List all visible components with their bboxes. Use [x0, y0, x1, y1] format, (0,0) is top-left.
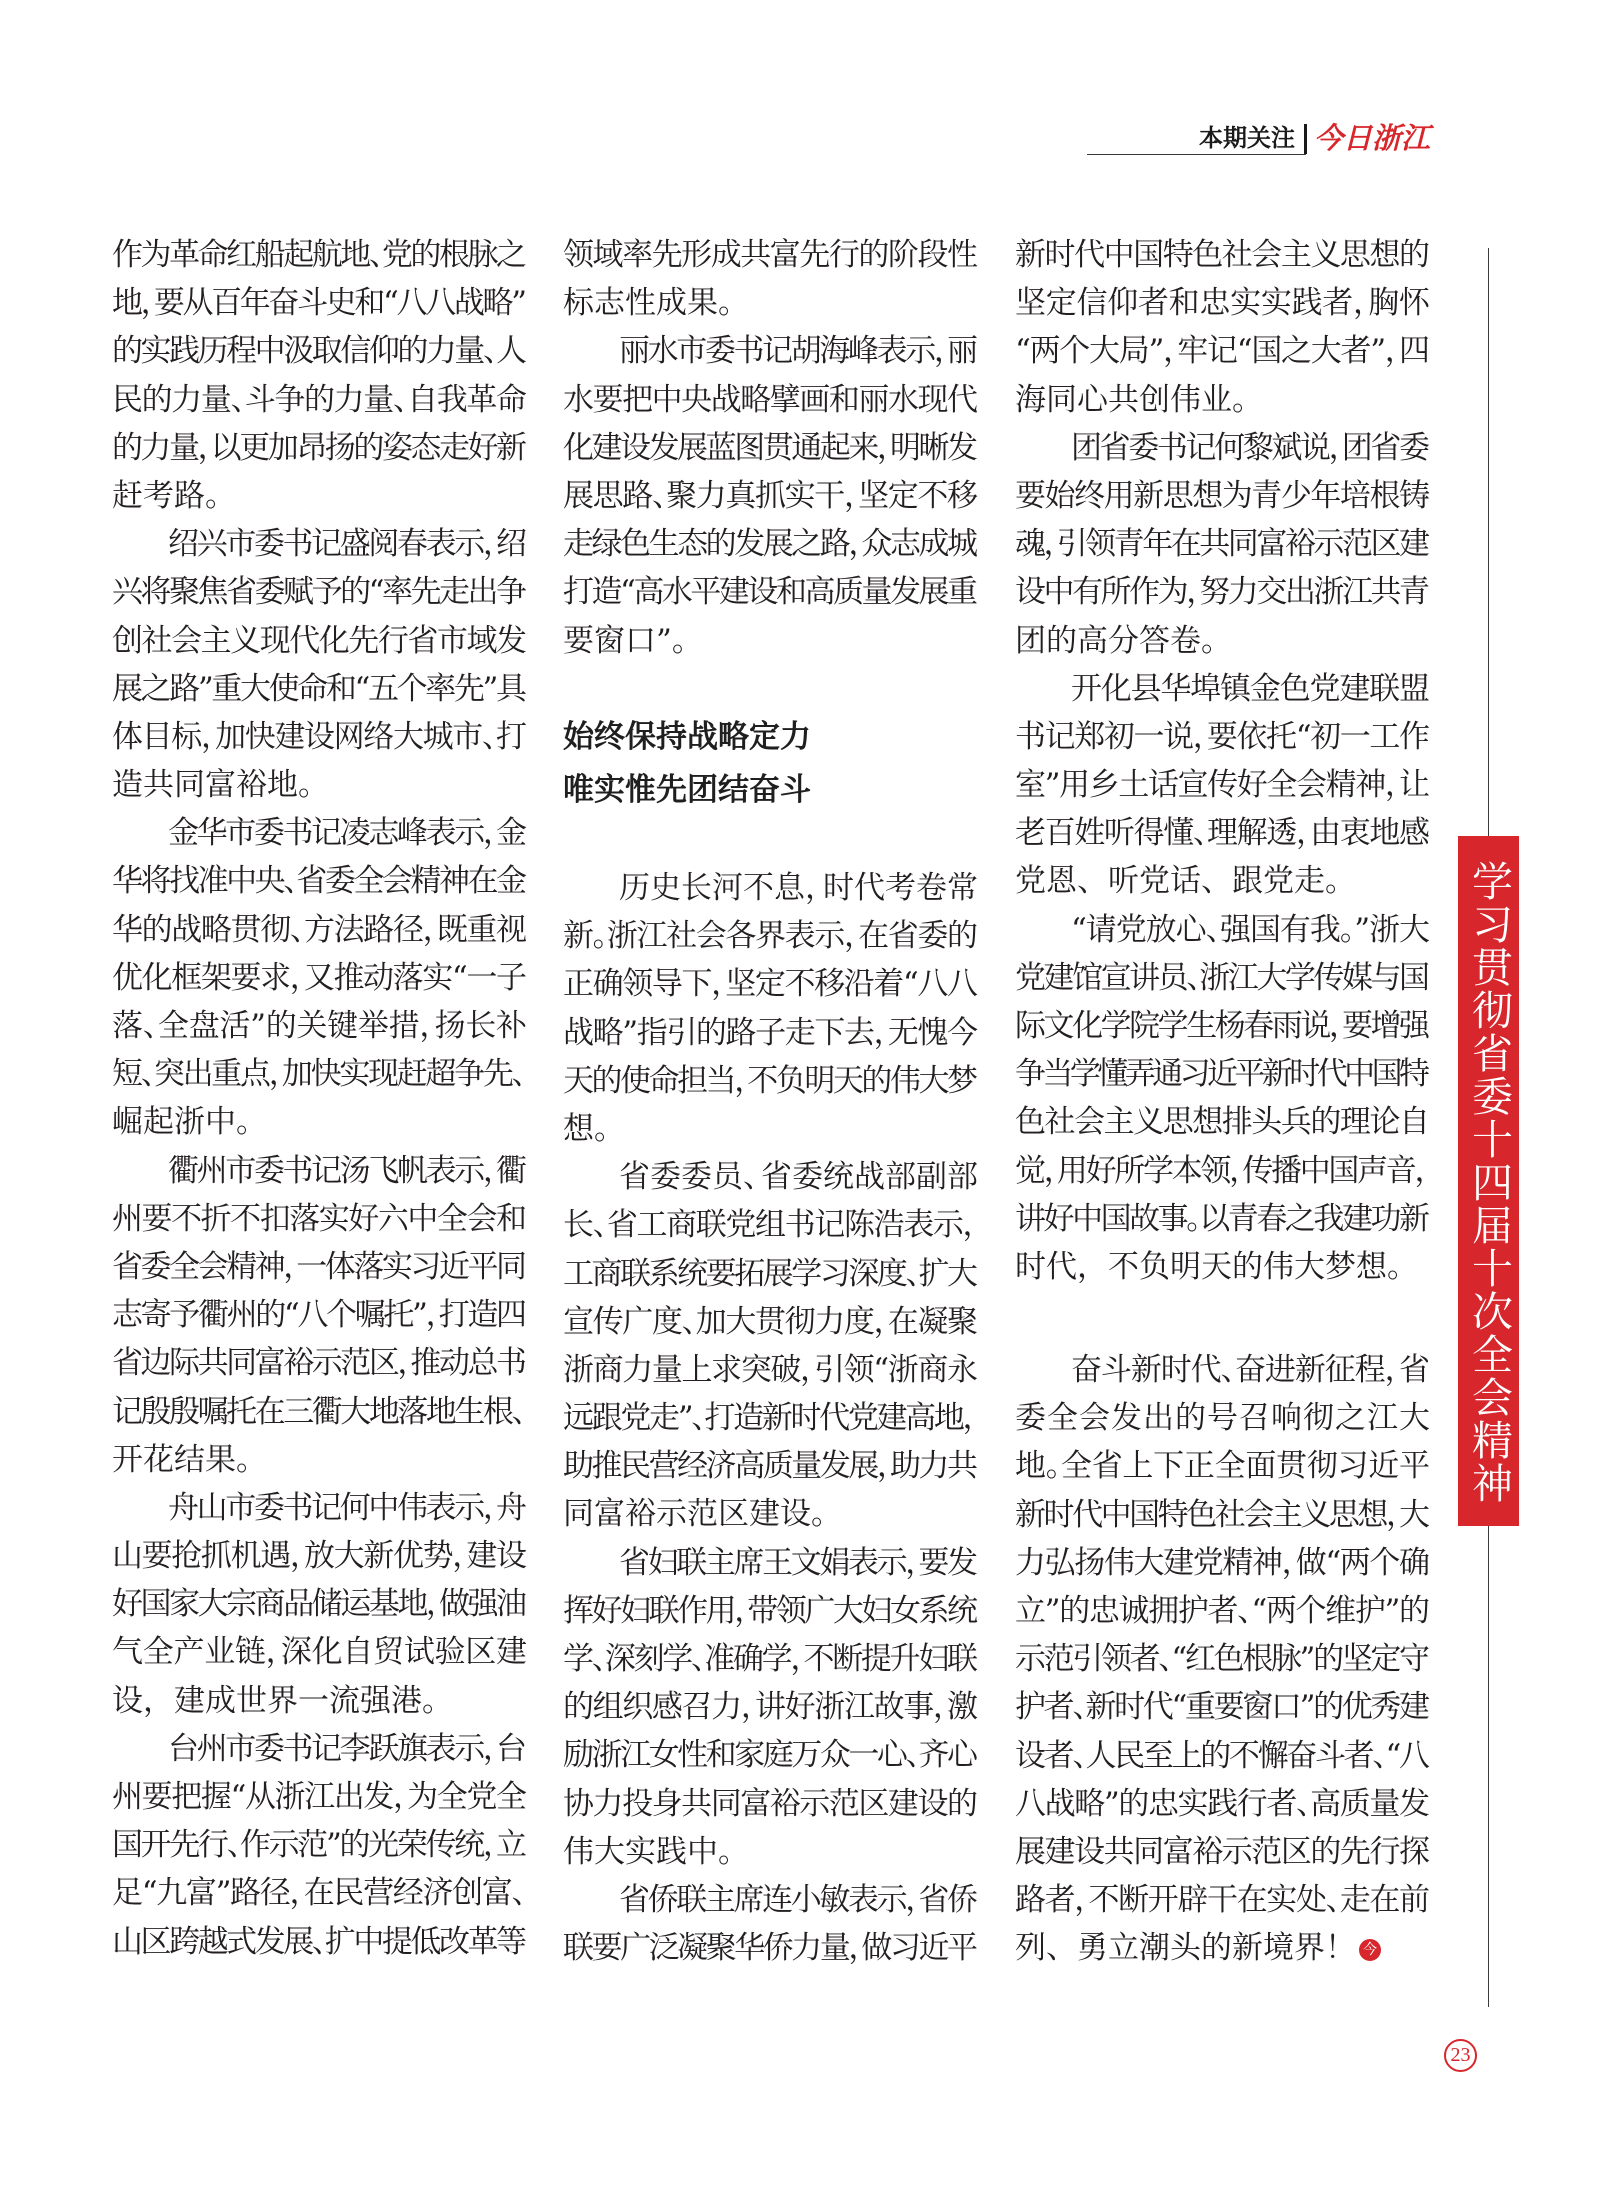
line-text: 魂，引领青年在共同富裕示范区建: [1015, 526, 1428, 563]
text-line: [112, 713, 527, 761]
text-line: [563, 1828, 978, 1876]
line-text: 山要抢抓机遇，放大新优势，建设: [112, 1538, 526, 1575]
text-line: [563, 1490, 978, 1538]
line-text: 标志性成果。: [563, 285, 749, 322]
line-text: 省委委员、省委统战部副部: [619, 1159, 978, 1196]
line-text: 的组织感召力，讲好浙江故事，激: [563, 1689, 977, 1726]
text-line: [1015, 1828, 1430, 1876]
paragraph: [112, 1725, 527, 1966]
line-text: 华将找准中央、省委全会精神在金: [112, 863, 525, 900]
text-line: [1015, 1924, 1430, 1972]
text-line: [112, 1628, 527, 1676]
line-text: 海同心共创伟业。: [1015, 381, 1263, 418]
text-line: [112, 665, 527, 713]
text-line: [563, 864, 978, 912]
line-text: 天的使命担当，不负明天的伟大梦: [563, 1062, 976, 1099]
text-line: [112, 906, 527, 954]
line-text: 设中有所作为，努力交出浙江共青: [1015, 574, 1428, 611]
line-text: 设者、人民至上的不懈奋斗者、“八: [1015, 1737, 1428, 1774]
line-text: 气全产业链，深化自贸试验区建: [112, 1634, 527, 1671]
line-text: 伟大实践中。: [563, 1833, 749, 1870]
header-rule: [1087, 154, 1306, 155]
line-text: 崛起浙中。: [112, 1104, 267, 1141]
text-line: [563, 376, 978, 424]
text-line: [1015, 1002, 1430, 1050]
line-text: 八战略”的忠实践行者、高质量发: [1015, 1785, 1429, 1822]
line-text: 华的战略贯彻、方法路径，既重视: [112, 911, 526, 948]
text-line: [1015, 906, 1430, 954]
text-line: [112, 1821, 527, 1869]
line-text: 争当学懂弄通习近平新时代中国特: [1015, 1056, 1427, 1093]
line-text: 创社会主义现代化先行省市域发: [112, 622, 526, 659]
paragraph: [563, 231, 978, 327]
text-line: [112, 1773, 527, 1821]
text-line: [112, 520, 527, 568]
text-line: [563, 1876, 978, 1924]
text-line: [563, 1394, 978, 1442]
line-text: 展建设共同富裕示范区的先行探: [1015, 1833, 1429, 1870]
line-text: 造共同富裕地。: [112, 767, 329, 804]
line-text: 州要把握“从浙江出发，为全党全: [112, 1779, 526, 1815]
line-text: 力弘扬伟大建党精神，做“两个确: [1015, 1544, 1429, 1581]
line-text: 老百姓听得懂、理解透，由衷地感: [1015, 815, 1429, 852]
paragraph: [563, 1876, 978, 1972]
text-line: [1015, 665, 1430, 713]
line-text: 觉，用好所学本领，传播中国声音，: [1015, 1152, 1428, 1189]
text-line: [563, 231, 978, 279]
side-rule-top: [1488, 248, 1489, 836]
paragraph: [1015, 1346, 1430, 1972]
text-line: [112, 1532, 527, 1580]
text-line: [1015, 1587, 1430, 1635]
article-end-mark: 今: [1359, 1939, 1381, 1961]
text-line: [112, 1339, 527, 1387]
text-line: [1015, 279, 1430, 327]
text-line: [1015, 713, 1430, 761]
column-2-bottom: [563, 864, 978, 1972]
line-text: 长、省工商联党组书记陈浩表示，: [563, 1207, 977, 1244]
line-text: 兴将聚焦省委赋予的“率先走出争: [112, 574, 525, 611]
column-3-top: [1015, 231, 1430, 1291]
line-text: 联要广泛凝聚华侨力量，做习近平: [563, 1930, 976, 1967]
text-line: [1015, 1683, 1430, 1731]
text-line: [563, 1105, 978, 1153]
line-text: 色社会主义思想排头兵的理论自: [1015, 1104, 1429, 1141]
line-text: 助推民营经济高质量发展，助力共: [563, 1448, 976, 1485]
section-label: 本期关注: [1199, 125, 1295, 152]
line-text: 立”的忠诚拥护者、“两个维护”的: [1015, 1592, 1429, 1629]
line-text: 际文化学院学生杨春雨说，要增强: [1015, 1008, 1428, 1044]
paragraph: [112, 809, 527, 1146]
line-text: 路者，不断开辟干在实处、走在前: [1015, 1882, 1429, 1919]
line-text: 浙商力量上求突破，引领“浙商永: [563, 1351, 977, 1388]
text-line: [1015, 954, 1430, 1002]
line-text: 州要不折不扣落实好六中全会和: [112, 1200, 526, 1237]
line-text: 协力投身共同富裕示范区建设的: [563, 1785, 977, 1822]
text-line: [112, 1484, 527, 1532]
line-text: 坚定信仰者和忠实实践者，胸怀: [1015, 285, 1430, 322]
line-text: 走绿色生态的发展之路，众志成城: [563, 526, 976, 563]
magazine-logo: 今日浙江: [1314, 121, 1431, 155]
text-line: [1015, 327, 1430, 375]
text-line: [1015, 1098, 1430, 1146]
line-text: 丽水市委书记胡海峰表示，丽: [619, 333, 976, 370]
text-line: [563, 1683, 978, 1731]
line-text: 新时代中国特色社会主义思想的: [1015, 237, 1429, 273]
text-line: [112, 1002, 527, 1050]
line-text: 地，要从百年奋斗史和“八八战略”: [112, 285, 525, 322]
line-text: 的力量，以更加昂扬的姿态走好新: [112, 429, 525, 466]
line-text: 奋斗新时代、奋进新征程，省: [1071, 1352, 1429, 1388]
line-text: 作为革命红船起航地、党的根脉之: [112, 237, 525, 273]
line-text: 优化框架要求，又推动落实“一子: [112, 959, 526, 996]
line-text: “两个大局”，牢记“国之大者”，四: [1015, 333, 1429, 370]
text-line: [112, 376, 527, 424]
line-text: 衢州市委书记汤飞帆表示，衢: [168, 1152, 525, 1189]
line-text: 委全会发出的号召响彻之江大: [1015, 1400, 1431, 1437]
section-heading-line: 唯实惟先团结奋斗: [563, 772, 811, 807]
line-text: 团省委书记何黎斌说，团省委: [1071, 429, 1428, 466]
section-heading-line: 始终保持战略定力: [563, 719, 811, 754]
text-line: [563, 424, 978, 472]
text-line: [1015, 1732, 1430, 1780]
line-text: 室”用乡土话宣传好全会精神，让: [1015, 767, 1429, 804]
text-line: [112, 568, 527, 616]
line-text: 山区跨越式发展、扩中提低改革等: [112, 1923, 525, 1960]
text-line: [563, 912, 978, 960]
text-line: [563, 1924, 978, 1972]
column-3-bottom: [1015, 1346, 1430, 1972]
line-text: 绍兴市委书记盛阅春表示，绍: [168, 526, 525, 563]
text-line: [112, 1677, 527, 1725]
line-text: 讲好中国故事。以青春之我建功新: [1015, 1200, 1428, 1237]
line-text: 金华市委书记凌志峰表示，金: [168, 815, 525, 852]
line-text: 开化县华埠镇金色党建联盟: [1071, 670, 1429, 707]
text-line: [563, 1057, 978, 1105]
paragraph: [112, 1147, 527, 1484]
paragraph: [1015, 665, 1430, 906]
paragraph: [563, 864, 978, 1153]
line-text: 化建设发展蓝图贯通起来，明晰发: [563, 429, 976, 466]
paragraph: [1015, 231, 1430, 424]
text-line: [1015, 1635, 1430, 1683]
text-line: [112, 279, 527, 327]
text-line: [112, 424, 527, 472]
text-line: [112, 761, 527, 809]
line-text: 护者、新时代“重要窗口”的优秀建: [1015, 1689, 1428, 1726]
page-number: 23: [1444, 2039, 1477, 2072]
line-text: 开花结果。: [112, 1441, 267, 1478]
text-line: [563, 1201, 978, 1249]
text-line: [563, 568, 978, 616]
text-line: [112, 1147, 527, 1195]
text-line: [563, 1153, 978, 1201]
line-text: 省侨联主席连小敏表示，省侨: [619, 1881, 976, 1918]
line-text: 挥好妇联作用，带领广大妇女系统: [563, 1592, 976, 1629]
line-text: 历史长河不息，时代考卷常: [619, 870, 978, 906]
text-line: [1015, 1147, 1430, 1195]
line-text: 时代，不负明天的伟大梦想。: [1015, 1248, 1418, 1285]
text-line: [563, 1635, 978, 1683]
line-text: 远跟党走”、打造新时代党建高地，: [563, 1400, 976, 1437]
line-text: 落、全盘活”的关键举措，扬长补: [112, 1008, 527, 1044]
line-text: 励浙江女性和家庭万众一心、齐心: [563, 1737, 976, 1774]
line-text: 团的高分答卷。: [1015, 622, 1232, 659]
line-text: 好国家大宗商品储运基地，做强油: [112, 1586, 525, 1623]
line-text: 足“九富”路径，在民营经济创富、: [112, 1875, 526, 1912]
text-line: [1015, 1050, 1430, 1098]
line-text: 省委全会精神，一体落实习近平同: [112, 1248, 525, 1285]
text-line: [1015, 472, 1430, 520]
line-text: 工商联系统要拓展学习深度、扩大: [563, 1255, 976, 1292]
line-text: 的实践历程中汲取信仰的力量、人: [112, 333, 525, 370]
line-text: 志寄予衢州的“八个嘱托”，打造四: [112, 1297, 525, 1334]
text-line: [112, 1869, 527, 1917]
line-text: 党恩、听党话、跟党走。: [1015, 863, 1356, 900]
topic-banner-text: 学习贯彻省委十四届十次全会精神: [1465, 860, 1513, 1505]
text-line: [563, 279, 978, 327]
text-line: [112, 1580, 527, 1628]
line-text: 水要把中央战略擘画和丽水现代: [563, 381, 977, 418]
header-divider: [1304, 124, 1307, 154]
paragraph: [1015, 906, 1430, 1292]
line-text: 书记郑初一说，要依托“初一工作: [1015, 718, 1429, 755]
text-line: [563, 1250, 978, 1298]
text-line: [563, 960, 978, 1008]
text-line: [1015, 1442, 1430, 1490]
column-2-top: [563, 231, 978, 665]
text-line: [563, 472, 978, 520]
line-text: 同富裕示范区建设。: [563, 1496, 842, 1533]
line-text: 记殷殷嘱托在三衢大地落地生根、: [112, 1393, 525, 1430]
text-line: [563, 1298, 978, 1346]
topic-banner: [1458, 836, 1519, 1526]
text-line: [1015, 761, 1430, 809]
side-rule-bottom: [1488, 1526, 1489, 2007]
text-line: [1015, 809, 1430, 857]
line-text: 地。全省上下正全面贯彻习近平: [1015, 1448, 1430, 1485]
text-line: [1015, 1491, 1430, 1539]
text-line: [563, 327, 978, 375]
line-text: 展思路、聚力真抓实干，坚定不移: [563, 477, 977, 514]
text-line: [1015, 568, 1430, 616]
text-line: [112, 231, 527, 279]
text-line: [112, 1195, 527, 1243]
line-text: 要始终用新思想为青少年培根铸: [1015, 477, 1429, 514]
text-line: [563, 1780, 978, 1828]
text-line: [112, 857, 527, 905]
paragraph: [112, 231, 527, 520]
text-line: [112, 617, 527, 665]
line-text: 赶考路。: [112, 477, 236, 514]
line-text: 宣传广度、加大贯彻力度，在凝聚: [563, 1303, 977, 1340]
line-text: 民的力量、斗争的力量、自我革命: [112, 381, 526, 418]
text-line: [1015, 520, 1430, 568]
text-line: [112, 327, 527, 375]
text-line: [1015, 1346, 1430, 1394]
line-text: 新。浙江社会各界表示，在省委的: [563, 918, 977, 955]
text-line: [563, 520, 978, 568]
text-line: [1015, 424, 1430, 472]
line-text: 党建馆宣讲员、浙江大学传媒与国: [1015, 959, 1428, 996]
line-text: 国开先行、作示范”的光荣传统，立: [112, 1827, 525, 1864]
line-text: 领域率先形成共富先行的阶段性: [563, 237, 977, 273]
text-line: [112, 1243, 527, 1291]
line-text: 示范引领者、“红色根脉”的坚定守: [1015, 1641, 1428, 1678]
line-text: 省边际共同富裕示范区，推动总书: [112, 1345, 525, 1382]
line-text: 省妇联主席王文娟表示，要发: [619, 1544, 976, 1581]
paragraph: [112, 1484, 527, 1725]
line-text: 舟山市委书记何中伟表示，舟: [168, 1489, 525, 1526]
section-heading: [563, 710, 978, 816]
text-line: [1015, 1780, 1430, 1828]
text-line: [1015, 376, 1430, 424]
line-text: 打造“高水平建设和高质量发展重: [563, 574, 976, 611]
text-line: [1015, 1195, 1430, 1243]
text-line: [112, 954, 527, 1002]
text-line: [563, 1731, 978, 1779]
text-line: [1015, 857, 1430, 905]
line-text: “请党放心、强国有我。”浙大: [1071, 911, 1429, 948]
paragraph: [563, 327, 978, 664]
text-line: [563, 1442, 978, 1490]
paragraph: [563, 1539, 978, 1876]
line-text: 展之路”重大使命和“五个率先”具: [112, 670, 525, 707]
line-text: 台州市委书记李跃旗表示，台: [168, 1730, 525, 1767]
line-text: 短、突出重点，加快实现赶超争先、: [112, 1056, 525, 1093]
text-line: [563, 617, 978, 665]
text-line: [563, 1539, 978, 1587]
text-line: [112, 1050, 527, 1098]
text-line: [1015, 1243, 1430, 1291]
line-text: 列、勇立潮头的新境界！: [1015, 1930, 1356, 1967]
text-line: [112, 1098, 527, 1146]
column-1: [112, 231, 527, 1966]
text-line: [112, 1918, 527, 1966]
text-line: [563, 1346, 978, 1394]
line-text: 学、深刻学、准确学，不断提升妇联: [563, 1641, 976, 1677]
text-line: [112, 1725, 527, 1773]
text-line: [112, 472, 527, 520]
text-line: [563, 1009, 978, 1057]
text-line: [1015, 1876, 1430, 1924]
text-line: [112, 1388, 527, 1436]
line-text: 战略”指引的路子走下去，无愧今: [563, 1014, 977, 1051]
text-line: [563, 1587, 978, 1635]
text-line: [1015, 1394, 1430, 1442]
line-text: 设，建成世界一流强港。: [112, 1682, 453, 1719]
text-line: [1015, 1539, 1430, 1587]
paragraph: [112, 520, 527, 809]
text-line: [112, 1291, 527, 1339]
text-line: [112, 1436, 527, 1484]
text-line: [112, 809, 527, 857]
paragraph: [563, 1153, 978, 1539]
text-line: [1015, 231, 1430, 279]
line-text: 新时代中国特色社会主义思想，大: [1015, 1496, 1428, 1533]
line-text: 正确领导下，坚定不移沿着“八八: [563, 966, 977, 1003]
text-line: [1015, 617, 1430, 665]
line-text: 要窗口”。: [563, 622, 703, 659]
line-text: 想。: [563, 1110, 625, 1147]
paragraph: [1015, 424, 1430, 665]
line-text: 体目标，加快建设网络大城市、打: [112, 718, 526, 755]
